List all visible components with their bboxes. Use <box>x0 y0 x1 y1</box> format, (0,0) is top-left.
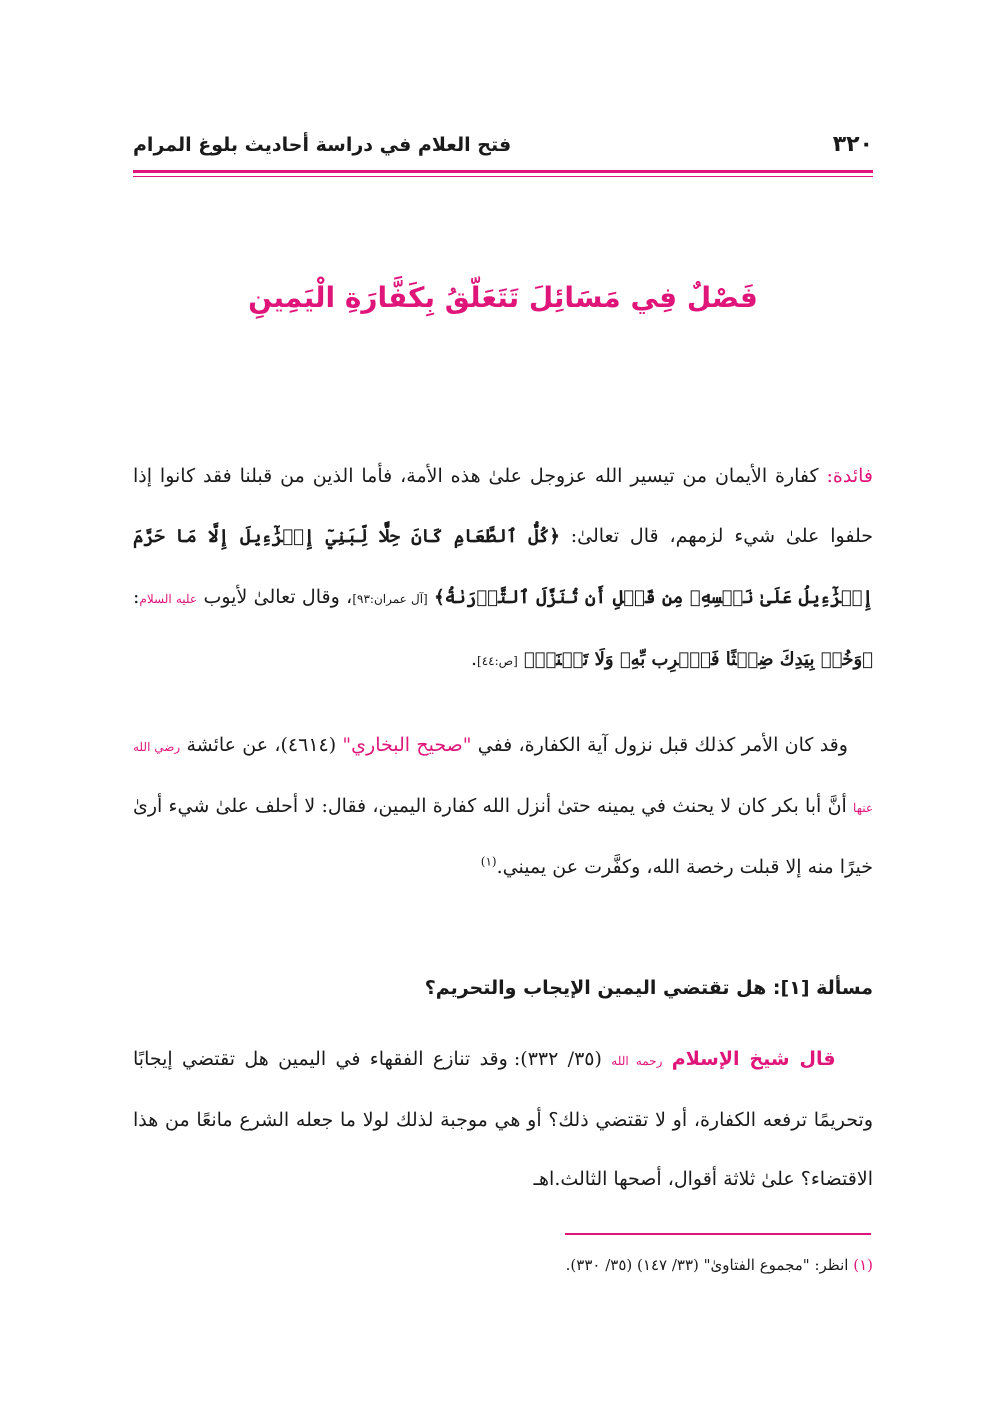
issue-question: هل تقتضي اليمين الإيجاب والتحريم؟ <box>424 977 773 999</box>
paragraph-scholar-quote <box>133 1030 873 1209</box>
source-name: "صحيح البخاري" <box>342 734 472 756</box>
paragraph-text: : <box>133 586 140 608</box>
paragraph-text: : وقد تنازع الفقهاء في اليمين هل تقتضي إيجابًا وتحريمًا ترفعه الكفارة، أو لا تقتضي ذلك؟ أو هي موجبة لذلك لولا ما جعله الشرع مانعًا من هذا الاقتضاء؟ علىٰ ثلاثة أقوال، أصحها الثالث.اهـ <box>133 1048 873 1190</box>
paragraph-text: ، وقال تعالىٰ لأيوب <box>197 586 353 608</box>
paragraph-hadith <box>133 716 873 897</box>
honorific-glyph: عليه السلام <box>139 592 198 606</box>
chapter-title: فَصْلٌ فِي مَسَائِلَ تَتَعَلّقُ بِكَفَّارَةِ الْيَمِينِ <box>248 281 758 314</box>
footnote-number: (١) <box>853 1256 873 1274</box>
honorific-glyph: رحمه الله <box>611 1054 663 1068</box>
paragraph-text: (٤٦١٤)، عن عائشة <box>180 734 343 756</box>
header-rule-thick <box>133 170 873 173</box>
verse-reference: [آل عمران:٩٣] <box>352 592 428 606</box>
quran-verse: ﴿كُلُّ ٱلطَّعَامِ كَانَ حِلًّا لِّبَنِيٓ إِسۡرَٰٓءِيلَ إِلَّا مَا حَرَّمَ إِسۡرَٰٓءِيلُ عَلَىٰ نَفۡسِهِۦ مِن قَبۡلِ أَن تُنَزَّلَ ٱلتَّوۡرَىٰةُ﴾ <box>133 526 873 608</box>
page-header <box>133 128 873 162</box>
footnote-divider <box>565 1233 871 1235</box>
paragraph-benefit <box>133 446 873 691</box>
verse-reference: [ص:٤٤] <box>477 654 518 668</box>
header-rule-thin <box>133 176 873 177</box>
citation: (٣٥/ ٣٣٢) <box>520 1048 612 1070</box>
speaker-name: قال شيخ الإسلام <box>671 1048 836 1070</box>
footnote-text: انظر: "مجموع الفتاوىٰ" (٣٣/ ١٤٧) (٣٥/ ٣٣٠). <box>565 1256 854 1274</box>
benefit-label: فائدة: <box>826 465 873 487</box>
paragraph-text: . <box>470 648 478 670</box>
quran-verse: ﴿وَخُذۡ بِيَدِكَ ضِغۡثًا فَٱضۡرِب بِّهِۦ وَلَا تَحۡنَثۡ﴾ <box>523 649 873 670</box>
footnote-marker[interactable]: (١) <box>480 854 497 869</box>
issue-heading <box>133 964 873 1012</box>
book-title: فتح العلام في دراسة أحاديث بلوغ المرام <box>133 134 512 156</box>
footnote <box>133 1250 873 1280</box>
honorific-glyph: رضي الله عنها <box>133 740 873 815</box>
paragraph-text: كفارة الأيمان من تيسير الله عزوجل علىٰ هذه الأمة، فأما الذين من قبلنا فقد كانوا إذا حلفوا علىٰ شيء لزمهم، قال تعالىٰ: <box>133 465 873 547</box>
paragraph-text: وقد كان الأمر كذلك قبل نزول آية الكفارة، ففي <box>471 734 848 756</box>
page-number: ٣٢٠ <box>832 132 873 157</box>
issue-label: مسألة [١]: <box>772 977 873 999</box>
paragraph-text: أنَّ أبا بكر كان لا يحنث في يمينه حتىٰ أنزل الله كفارة اليمين، فقال: لا أحلف علىٰ شيء أرىٰ خيرًا منه إلا قبلت رخصة الله، وكفَّرت عن يميني. <box>133 795 873 878</box>
